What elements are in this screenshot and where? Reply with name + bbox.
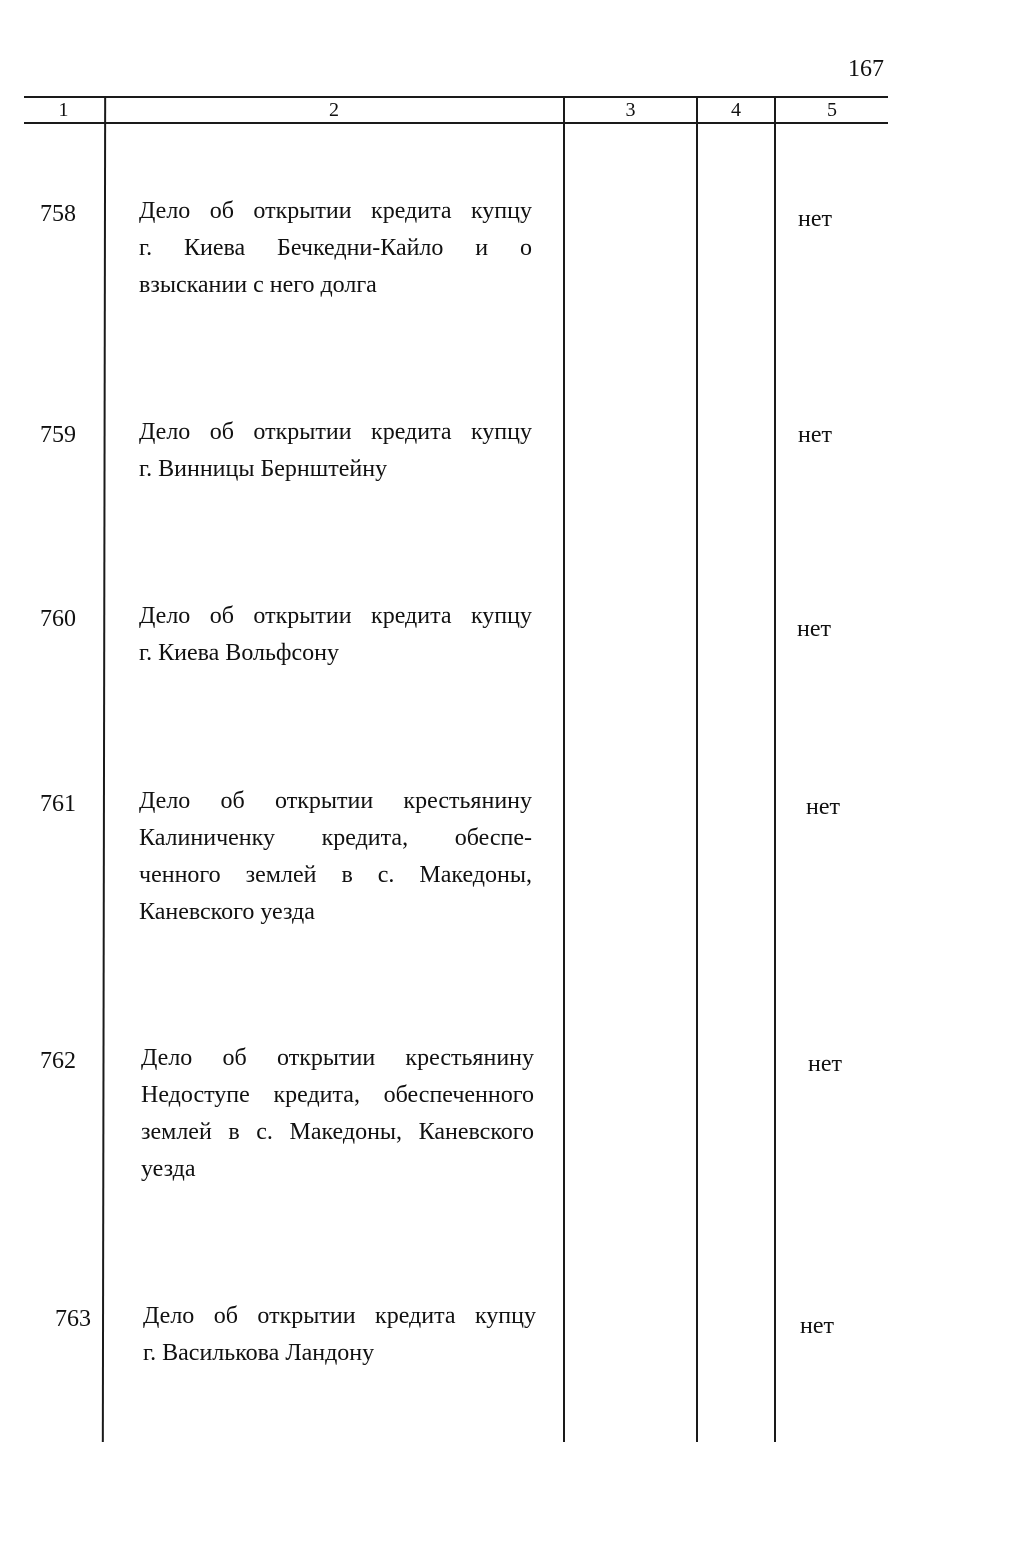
table-row-col5: нет bbox=[797, 616, 831, 642]
table-row-col5: нет bbox=[798, 206, 832, 232]
description-line: уезда bbox=[141, 1156, 196, 1182]
table-row-col5: нет bbox=[808, 1051, 842, 1077]
description-line: Дело об открытии кредита купцу bbox=[139, 419, 532, 445]
description-line: Дело об открытии крестьянину bbox=[139, 788, 532, 814]
table-row-description bbox=[143, 1298, 536, 1372]
table-row-number: 762 bbox=[40, 1048, 76, 1074]
table-row-description bbox=[139, 414, 532, 488]
description-line: Калиниченку кредита, обеспе- bbox=[139, 825, 532, 851]
table-row-number: 763 bbox=[55, 1306, 91, 1332]
description-line: Дело об открытии крестьянину bbox=[141, 1045, 534, 1071]
description-line: г. Киева Бечкедни-Кайло и о bbox=[139, 235, 532, 261]
column-header-4: 4 bbox=[731, 99, 741, 121]
page-number: 167 bbox=[848, 56, 884, 82]
table-row-description bbox=[139, 598, 532, 672]
column-divider-1 bbox=[102, 96, 106, 1442]
column-header-3: 3 bbox=[625, 99, 636, 121]
table-row-description bbox=[141, 1040, 534, 1188]
table-header-top-rule bbox=[24, 96, 888, 98]
description-line: г. Винницы Бернштейну bbox=[139, 456, 388, 482]
description-line: Каневского уезда bbox=[139, 899, 315, 925]
table-row-number: 760 bbox=[40, 606, 76, 632]
description-line: Дело об открытии кредита купцу bbox=[139, 198, 532, 224]
description-line: ченного землей в с. Македоны, bbox=[139, 862, 532, 888]
column-header-2: 2 bbox=[329, 99, 339, 121]
description-line: Недоступе кредита, обеспеченного bbox=[141, 1082, 534, 1108]
column-divider-4 bbox=[774, 96, 776, 1442]
table-row-number: 761 bbox=[40, 791, 76, 817]
description-line: Дело об открытии кредита купцу bbox=[143, 1303, 536, 1329]
column-header-5: 5 bbox=[827, 99, 837, 121]
description-line: г. Василькова Ландону bbox=[143, 1340, 375, 1366]
description-line: землей в с. Македоны, Каневского bbox=[141, 1119, 534, 1145]
column-divider-3 bbox=[696, 96, 698, 1442]
table-row-description bbox=[139, 193, 532, 304]
column-divider-2 bbox=[563, 96, 565, 1442]
table-row-description bbox=[139, 783, 532, 931]
table-row-number: 758 bbox=[40, 201, 76, 227]
table-row-col5: нет bbox=[800, 1313, 834, 1339]
table-row-col5: нет bbox=[798, 422, 832, 448]
table-row-number: 759 bbox=[40, 422, 76, 448]
description-line: взыскании с него долга bbox=[139, 272, 377, 298]
description-line: Дело об открытии кредита купцу bbox=[139, 603, 532, 629]
description-line: г. Киева Вольфсону bbox=[139, 640, 339, 666]
table-header-bottom-rule bbox=[24, 122, 888, 124]
table-row-col5: нет bbox=[806, 794, 840, 820]
column-header-1: 1 bbox=[58, 99, 69, 121]
